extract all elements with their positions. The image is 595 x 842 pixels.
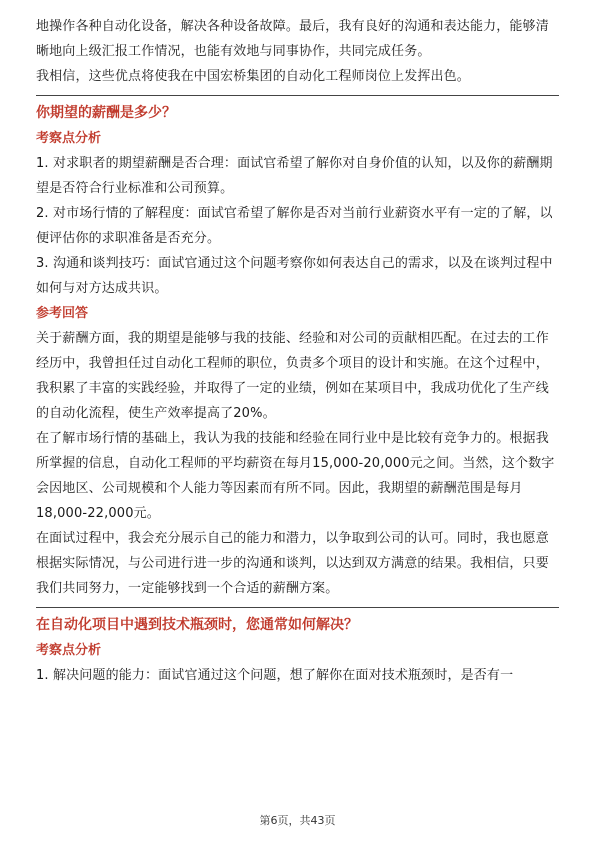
page-content — [36, 14, 559, 688]
section-divider — [36, 95, 559, 96]
analysis-heading: 考察点分析 — [36, 131, 102, 146]
question-title: 在自动化项目中遇到技术瓶颈时，您通常如何解决？ — [36, 617, 358, 633]
analysis-item: 3. 沟通和谈判技巧：面试官通过这个问题考察你如何表达自己的需求，以及在谈判过程中如何与对方达成共识。 — [36, 256, 553, 296]
page-number: 第6页，共43页 — [259, 814, 336, 827]
intro-paragraph: 地操作各种自动化设备，解决各种设备故障。最后，我有良好的沟通和表达能力，能够清晰地向上级汇报工作情况，也能有效地与同事协作，共同完成任务。 — [36, 19, 549, 59]
analysis-item: 2. 对市场行情的了解程度：面试官希望了解你是否对当前行业薪资水平有一定的了解，以便评估你的求职准备是否充分。 — [36, 206, 553, 246]
answer-paragraph: 关于薪酬方面，我的期望是能够与我的技能、经验和对公司的贡献相匹配。在过去的工作经历中，我曾担任过自动化工程师的职位，负责多个项目的设计和实施。在这个过程中，我积累了丰富的实践经验，并取得了一定的业绩，例如在某项目中，我成功优化了生产线的自动化流程，使生产效率提高了20%。 — [36, 331, 549, 421]
section-divider — [36, 607, 559, 608]
analysis-item: 1. 解决问题的能力：面试官通过这个问题，想了解你在面对技术瓶颈时，是否有一 — [36, 668, 514, 683]
intro-paragraph: 我相信，这些优点将使我在中国宏桥集团的自动化工程师岗位上发挥出色。 — [36, 69, 470, 84]
analysis-heading: 考察点分析 — [36, 643, 102, 658]
answer-paragraph: 在面试过程中，我会充分展示自己的能力和潜力，以争取到公司的认可。同时，我也愿意根据实际情况，与公司进行进一步的沟通和谈判，以达到双方满意的结果。我相信，只要我们共同努力，一定能够找到一个合适的薪酬方案。 — [36, 531, 549, 596]
answer-paragraph: 在了解市场行情的基础上，我认为我的技能和经验在同行业中是比较有竞争力的。根据我所掌握的信息，自动化工程师的平均薪资在每月15,000-20,000元之间。当然，这个数字会因地区、公司规模和个人能力等因素而有所不同。因此，我期望的薪酬范围是每月18,000-22,000元。 — [36, 431, 555, 521]
question-title: 你期望的薪酬是多少？ — [36, 105, 176, 121]
analysis-item: 1. 对求职者的期望薪酬是否合理：面试官希望了解你对自身价值的认知，以及你的薪酬期望是否符合行业标准和公司预算。 — [36, 156, 553, 196]
answer-heading: 参考回答 — [36, 306, 89, 321]
